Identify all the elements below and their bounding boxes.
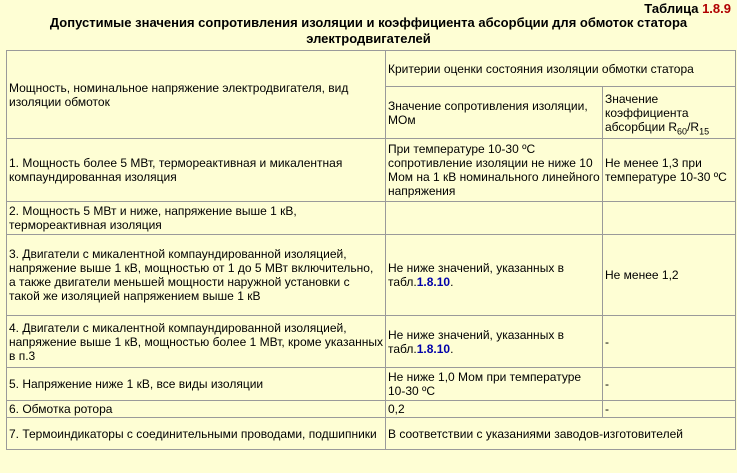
- row-desc: 5. Напряжение ниже 1 кВ, все виды изоляции: [7, 368, 386, 401]
- row-desc: 4. Двигатели с микалентной компаундированной изоляцией, напряжение выше 1 кВ, мощностью более 1 МВт, кроме указанных в п.3: [7, 316, 386, 368]
- table-number: [644, 1, 731, 16]
- row-resistance: [386, 316, 603, 368]
- row-absorption: -: [603, 401, 736, 418]
- table-row: [7, 235, 736, 316]
- table-row: [7, 202, 736, 235]
- row-absorption: Не менее 1,3 при температуре 10-30 ºС: [603, 139, 736, 202]
- table-row: [7, 139, 736, 202]
- row-resistance: 0,2: [386, 401, 603, 418]
- table-number-value: 1.8.9: [702, 1, 731, 16]
- row-absorption: Не менее 1,2: [603, 235, 736, 316]
- header-absorption-slash: /R: [687, 119, 700, 134]
- table-caption-line2: электродвигателей: [306, 31, 431, 46]
- row-resistance-end: .: [450, 275, 454, 289]
- row-absorption: [603, 202, 736, 235]
- row-desc: 3. Двигатели с микалентной компаундированной изоляцией, напряжение выше 1 кВ, мощностью от 1 до 5 МВт включительно, а также двигатели меньшей мощности наружной установки с такой же изоляцией напряжением выше 1 кВ: [7, 235, 386, 316]
- row-merged-criteria: В соответствии с указаниями заводов-изготовителей: [386, 418, 736, 450]
- row-resistance-text: Не ниже значений, указанных в табл.: [388, 261, 565, 289]
- header-absorption-sub2: 15: [699, 125, 710, 136]
- table-reference-link[interactable]: 1.8.10: [416, 275, 451, 289]
- header-power-voltage: Мощность, номинальное напряжение электродвигателя, вид изоляции обмоток: [7, 51, 386, 139]
- row-resistance: При температуре 10-30 ºС сопротивление изоляции не ниже 10 Мом на 1 кВ номинального линейного напряжения: [386, 139, 603, 202]
- row-resistance-end: .: [450, 341, 454, 356]
- header-absorption-sub1: 60: [677, 125, 688, 136]
- table-row: [7, 316, 736, 368]
- table-row: [7, 368, 736, 401]
- table-row: [7, 418, 736, 450]
- row-resistance-text: Не ниже значений, указанных в табл.: [388, 327, 565, 356]
- row-desc: 1. Мощность более 5 МВт, термореактивная и микалентная компаундированная изоляция: [7, 139, 386, 202]
- table-header-row: [7, 51, 736, 87]
- row-absorption: -: [603, 316, 736, 368]
- row-resistance: [386, 202, 603, 235]
- row-desc: 6. Обмотка ротора: [7, 401, 386, 418]
- table-row: [7, 401, 736, 418]
- table-caption-line1: Допустимые значения сопротивления изоляции и коэффициента абсорбции для обмоток статора: [49, 15, 688, 30]
- row-desc: 7. Термоиндикаторы с соединительными проводами, подшипники: [7, 418, 386, 450]
- table-number-prefix: Таблица: [644, 1, 699, 16]
- row-resistance: [386, 235, 603, 316]
- header-absorption-text: Значение коэффициента абсорбции R: [605, 91, 689, 134]
- header-absorption: [603, 87, 736, 139]
- table-reference-link[interactable]: 1.8.10: [416, 341, 451, 356]
- header-criteria: Критерии оценки состояния изоляции обмотки статора: [386, 51, 736, 87]
- insulation-table: [6, 50, 736, 450]
- row-absorption: -: [603, 368, 736, 401]
- table-caption: [0, 15, 737, 47]
- row-resistance: Не ниже 1,0 Мом при температуре 10-30 ºС: [386, 368, 603, 401]
- header-resistance: Значение сопротивления изоляции, МОм: [386, 87, 603, 139]
- row-desc: 2. Мощность 5 МВт и ниже, напряжение выше 1 кВ, термореактивная изоляция: [7, 202, 386, 235]
